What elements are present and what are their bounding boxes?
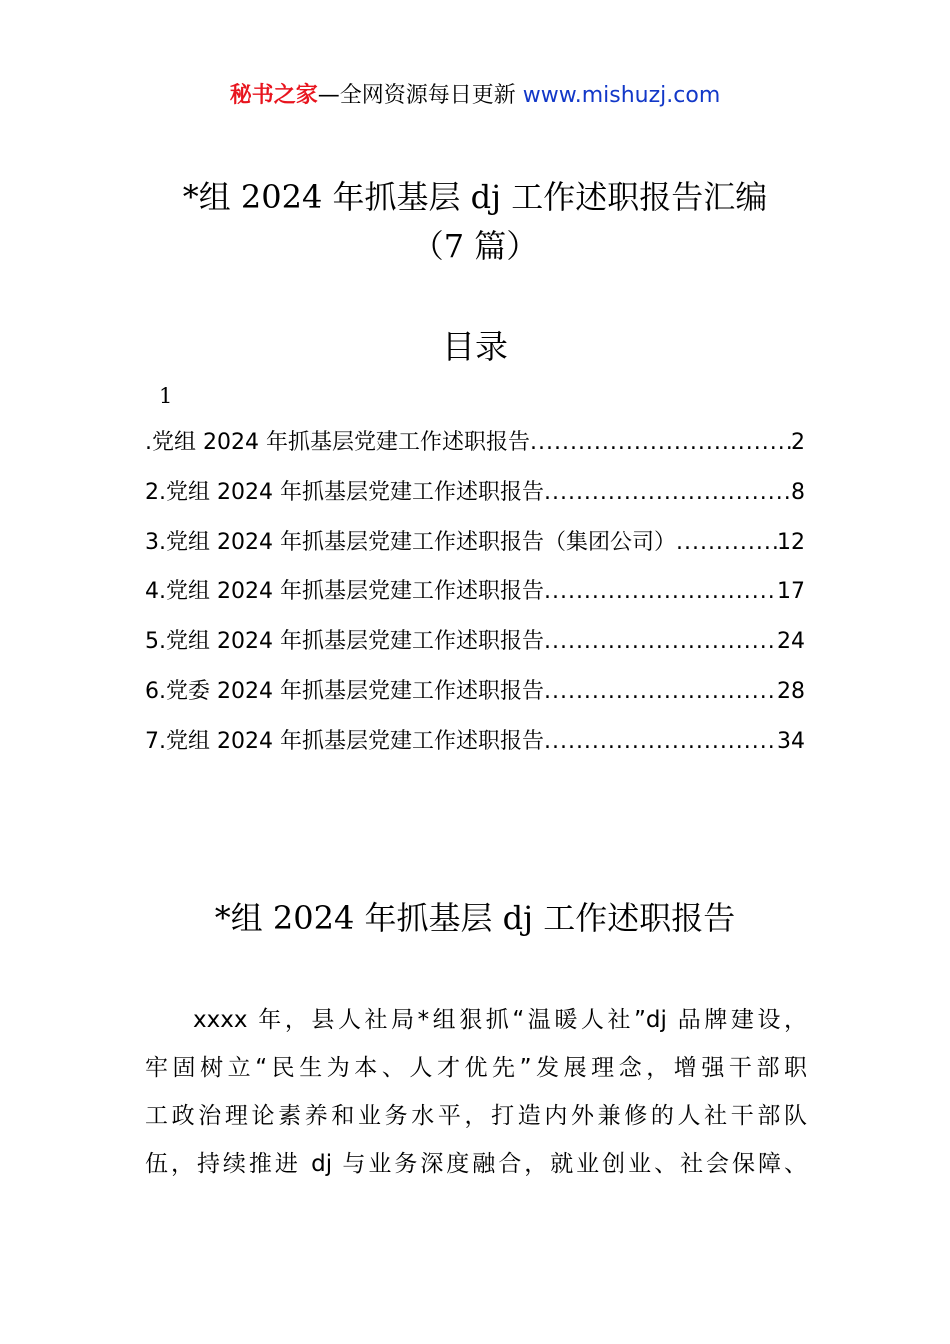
toc-item-page: 2 [791, 430, 805, 455]
toc-item[interactable] [145, 673, 805, 723]
toc-leader-dots [544, 723, 777, 761]
toc-item[interactable] [145, 524, 805, 574]
toc-item-page: 28 [777, 678, 805, 704]
paragraph-line: 牢固树立“民生为本、人才优先”发展理念，增强干部职 [145, 1055, 807, 1081]
site-header [0, 80, 950, 112]
toc-item-label: 3.党组 2024 年抓基层党建工作述职报告（集团公司） [145, 529, 676, 555]
toc-item-label: 2.党组 2024 年抓基层党建工作述职报告 [145, 479, 544, 505]
toc-leader-dots [544, 474, 791, 512]
toc-item-label: 6.党委 2024 年抓基层党建工作述职报告 [145, 678, 544, 704]
toc-leader-dots [544, 623, 777, 661]
paragraph-line: xxxx 年，县人社局*组狠抓“温暖人社”dj 品牌建设， [193, 1007, 807, 1033]
toc-item[interactable] [145, 424, 805, 474]
document-title-line1: *组 2024 年抓基层 dj 工作述职报告汇编 [182, 178, 768, 216]
toc-item-label: 5.党组 2024 年抓基层党建工作述职报告 [145, 629, 544, 655]
toc-item[interactable] [145, 474, 805, 524]
site-brand: 秘书之家 [229, 83, 318, 108]
toc-item-label: 7.党组 2024 年抓基层党建工作述职报告 [145, 728, 544, 754]
toc-first-number: 1 [159, 384, 173, 408]
document-title-line2: （7 篇） [411, 227, 539, 265]
section-title: *组 2024 年抓基层 dj 工作述职报告 [214, 899, 736, 937]
site-url[interactable]: www.mishuzj.com [522, 83, 721, 108]
toc-item-label: 4.党组 2024 年抓基层党建工作述职报告 [145, 579, 544, 605]
toc-item-label: .党组 2024 年抓基层党建工作述职报告 [145, 430, 530, 455]
paragraph-line: 伍，持续推进 dj 与业务深度融合，就业创业、社会保障、 [145, 1151, 807, 1177]
toc-heading: 目录 [442, 327, 508, 366]
paragraph-line: 工政治理论素养和业务水平，打造内外兼修的人社干部队 [145, 1103, 807, 1129]
toc-item-page: 8 [791, 479, 805, 505]
toc-list [145, 424, 805, 773]
site-tagline: —全网资源每日更新 [317, 83, 523, 108]
toc-item-page: 12 [777, 529, 805, 555]
toc-item[interactable] [145, 723, 805, 773]
toc-leader-dots [544, 573, 777, 611]
toc-item-page: 24 [777, 629, 805, 655]
toc-leader-dots [676, 524, 777, 562]
toc-item[interactable] [145, 573, 805, 623]
toc-item-page: 17 [777, 579, 805, 605]
toc-leader-dots [544, 673, 777, 711]
toc-leader-dots [530, 424, 791, 462]
toc-item-page: 34 [777, 728, 805, 754]
toc-item[interactable] [145, 623, 805, 673]
body-paragraph [145, 996, 807, 1188]
